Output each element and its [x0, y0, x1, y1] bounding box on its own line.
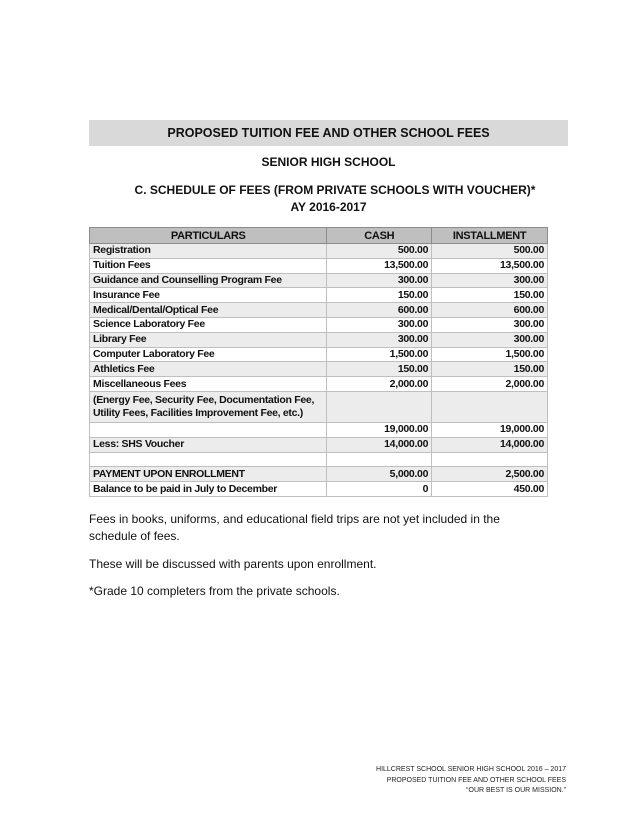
- empty-cell: [90, 422, 327, 437]
- document-title: [89, 120, 568, 146]
- school-year-heading: AY 2016-2017: [290, 200, 367, 214]
- document-title-text: PROPOSED TUITION FEE AND OTHER SCHOOL FEES: [167, 126, 490, 140]
- balance-installment: 450.00: [432, 482, 548, 497]
- row-installment: 13,500.00: [432, 258, 548, 273]
- row-cash: 500.00: [327, 244, 432, 259]
- empty-cell: [432, 391, 548, 422]
- row-label: Library Fee: [90, 332, 327, 347]
- row-cash: 13,500.00: [327, 258, 432, 273]
- column-header-particulars: PARTICULARS: [90, 228, 327, 244]
- table-row: [90, 317, 548, 332]
- payment-label: PAYMENT UPON ENROLLMENT: [90, 467, 327, 482]
- row-label: Computer Laboratory Fee: [90, 347, 327, 362]
- footer-line: HILLCREST SCHOOL SENIOR HIGH SCHOOL 2016 – 2017: [376, 766, 566, 773]
- note-line: Fees in books, uniforms, and educational field trips are not yet included in the: [89, 512, 500, 526]
- voucher-label: Less: SHS Voucher: [90, 437, 327, 452]
- empty-cell: [327, 391, 432, 422]
- row-cash: 150.00: [327, 362, 432, 377]
- spacer-row: [90, 452, 548, 467]
- row-cash: 2,000.00: [327, 377, 432, 392]
- section-heading: C. SCHEDULE OF FEES (FROM PRIVATE SCHOOLS WITH VOUCHER)*: [134, 183, 536, 197]
- row-installment: 1,500.00: [432, 347, 548, 362]
- row-cash: 300.00: [327, 332, 432, 347]
- row-label: Guidance and Counselling Program Fee: [90, 273, 327, 288]
- row-installment: 300.00: [432, 332, 548, 347]
- row-label: Registration: [90, 244, 327, 259]
- row-label: Insurance Fee: [90, 288, 327, 303]
- balance-label: Balance to be paid in July to December: [90, 482, 327, 497]
- row-installment: 150.00: [432, 362, 548, 377]
- row-label: Athletics Fee: [90, 362, 327, 377]
- footer-line: PROPOSED TUITION FEE AND OTHER SCHOOL FEES: [386, 776, 566, 784]
- row-installment: 500.00: [432, 244, 548, 259]
- row-cash: 150.00: [327, 288, 432, 303]
- table-row: [90, 273, 548, 288]
- row-label: Medical/Dental/Optical Fee: [90, 303, 327, 318]
- fees-table: [89, 227, 548, 497]
- row-cash: 600.00: [327, 303, 432, 318]
- table-row: [90, 332, 548, 347]
- table-row: [90, 362, 548, 377]
- discussion-note: These will be discussed with parents upon enrollment.: [89, 557, 377, 571]
- column-header-installment: INSTALLMENT: [432, 228, 548, 244]
- misc-note-row: [90, 391, 548, 422]
- empty-cell: [432, 452, 548, 467]
- balance-cash: 0: [327, 482, 432, 497]
- row-installment: 600.00: [432, 303, 548, 318]
- note-line: schedule of fees.: [89, 529, 180, 543]
- row-label: Tuition Fees: [90, 258, 327, 273]
- payment-cash: 5,000.00: [327, 467, 432, 482]
- misc-note-cell: [90, 391, 327, 422]
- voucher-installment: 14,000.00: [432, 437, 548, 452]
- column-header-cash: CASH: [327, 228, 432, 244]
- total-installment: 19,000.00: [432, 422, 548, 437]
- table-header-row: [90, 228, 548, 244]
- row-installment: 300.00: [432, 317, 548, 332]
- row-installment: 300.00: [432, 273, 548, 288]
- payment-installment: 2,500.00: [432, 467, 548, 482]
- total-cash: 19,000.00: [327, 422, 432, 437]
- level-heading: SENIOR HIGH SCHOOL: [261, 155, 396, 169]
- row-label: Miscellaneous Fees: [90, 377, 327, 392]
- payment-row: [90, 467, 548, 482]
- voucher-cash: 14,000.00: [327, 437, 432, 452]
- empty-cell: [327, 452, 432, 467]
- balance-row: [90, 482, 548, 497]
- footer-line: “OUR BEST IS OUR MISSION.”: [466, 787, 566, 794]
- books-note: [89, 511, 549, 545]
- grade10-note: *Grade 10 completers from the private schools.: [89, 584, 340, 598]
- table-row: [90, 347, 548, 362]
- total-row: [90, 422, 548, 437]
- row-cash: 300.00: [327, 317, 432, 332]
- misc-note-line: Utility Fees, Facilities Improvement Fee, etc.): [93, 406, 303, 419]
- table-row: [90, 303, 548, 318]
- table-row: [90, 258, 548, 273]
- page-footer: [376, 765, 566, 797]
- table-row: [90, 377, 548, 392]
- voucher-row: [90, 437, 548, 452]
- table-row: [90, 288, 548, 303]
- row-label: Science Laboratory Fee: [90, 317, 327, 332]
- table-row: [90, 244, 548, 259]
- row-cash: 1,500.00: [327, 347, 432, 362]
- misc-note-line: (Energy Fee, Security Fee, Documentation Fee,: [93, 393, 315, 406]
- row-cash: 300.00: [327, 273, 432, 288]
- empty-cell: [90, 452, 327, 467]
- row-installment: 2,000.00: [432, 377, 548, 392]
- row-installment: 150.00: [432, 288, 548, 303]
